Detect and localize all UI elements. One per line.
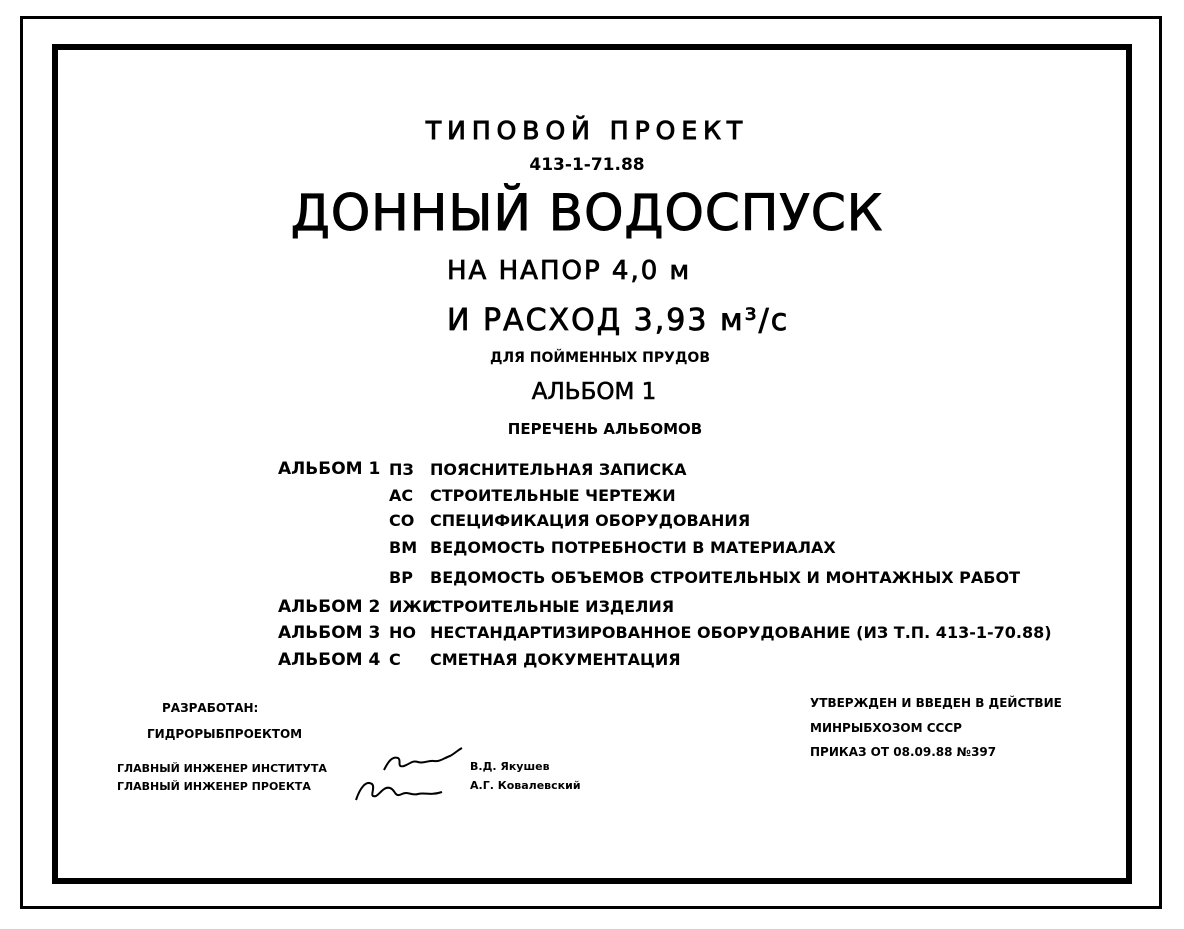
- section-desc: СПЕЦИФИКАЦИЯ ОБОРУДОВАНИЯ: [430, 511, 751, 530]
- album-label: АЛЬБОМ 4: [278, 650, 381, 670]
- section-desc: ВЕДОМОСТЬ ОБЪЕМОВ СТРОИТЕЛЬНЫХ И МОНТАЖНЫХ РАБОТ: [430, 568, 1020, 587]
- section-code: ВМ: [389, 538, 418, 557]
- section-code: С: [389, 650, 401, 669]
- album-title: АЛЬБОМ 1: [531, 379, 657, 405]
- section-code: НО: [389, 623, 416, 642]
- purpose-line: ДЛЯ ПОЙМЕННЫХ ПРУДОВ: [489, 350, 711, 366]
- approval-line3: ПРИКАЗ ОТ 08.09.88 №397: [810, 745, 997, 759]
- album-label: АЛЬБОМ 3: [278, 623, 381, 643]
- role-institute: ГЛАВНЫЙ ИНЖЕНЕР ИНСТИТУТА: [117, 762, 327, 775]
- section-code: ИЖИ: [389, 597, 436, 616]
- section-desc: СМЕТНАЯ ДОКУМЕНТАЦИЯ: [430, 650, 681, 669]
- developer-org: ГИДРОРЫБПРОЕКТОМ: [147, 727, 303, 741]
- project-code: 413-1-71.88: [529, 155, 645, 175]
- album-label: АЛЬБОМ 1: [278, 459, 381, 479]
- approval-line2: МИНРЫБХОЗОМ СССР: [810, 721, 962, 735]
- section-code: СО: [389, 511, 415, 530]
- main-title: ДОННЫЙ ВОДОСПУСК: [290, 184, 884, 242]
- section-desc: СТРОИТЕЛЬНЫЕ ЧЕРТЕЖИ: [430, 486, 676, 505]
- project-type: ТИПОВОЙ ПРОЕКТ: [425, 116, 749, 145]
- section-desc: ПОЯСНИТЕЛЬНАЯ ЗАПИСКА: [430, 460, 687, 479]
- section-desc: НЕСТАНДАРТИЗИРОВАННОЕ ОБОРУДОВАНИЕ (ИЗ Т.П. 413-1-70.88): [430, 623, 1052, 642]
- head-line: НА НАПОР 4,0 м: [447, 256, 692, 286]
- approval-line1: УТВЕРЖДЕН И ВВЕДЕН В ДЕЙСТВИЕ: [810, 696, 1062, 710]
- album-label: АЛЬБОМ 2: [278, 597, 381, 617]
- section-code: АС: [389, 486, 414, 505]
- discharge-line: И РАСХОД 3,93 м³/с: [447, 303, 790, 338]
- name-2: А.Г. Ковалевский: [470, 779, 581, 792]
- section-desc: СТРОИТЕЛЬНЫЕ ИЗДЕЛИЯ: [430, 597, 675, 616]
- developer-label: РАЗРАБОТАН:: [162, 701, 259, 715]
- album-list-title: ПЕРЕЧЕНЬ АЛЬБОМОВ: [507, 420, 703, 438]
- section-code: ВР: [389, 568, 413, 587]
- section-code: ПЗ: [389, 460, 414, 479]
- role-project: ГЛАВНЫЙ ИНЖЕНЕР ПРОЕКТА: [117, 780, 311, 793]
- name-1: В.Д. Якушев: [470, 760, 550, 773]
- section-desc: ВЕДОМОСТЬ ПОТРЕБНОСТИ В МАТЕРИАЛАХ: [430, 538, 836, 557]
